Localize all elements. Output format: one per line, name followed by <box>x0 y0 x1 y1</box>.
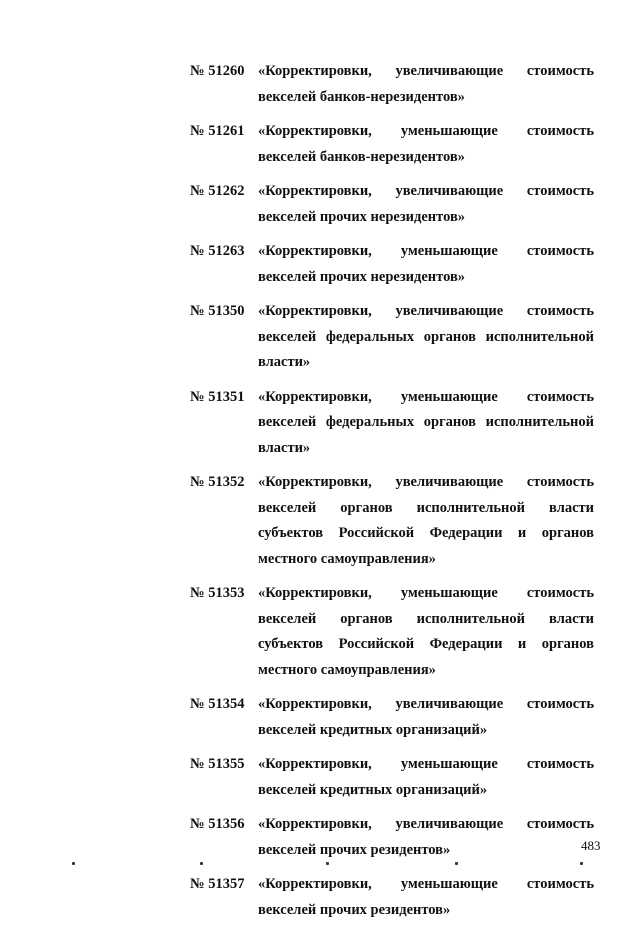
scan-speck <box>455 862 458 865</box>
account-number: № 51261 <box>190 123 245 139</box>
account-description: «Корректировки, увеличивающие стоимость векселей прочих резидентов» <box>258 816 594 858</box>
account-number: № 51351 <box>190 388 245 405</box>
account-entry <box>190 872 594 923</box>
account-description: «Корректировки, уменьшающие стоимость векселей прочих нерезидентов» <box>258 243 594 285</box>
account-description: «Корректировки, увеличивающие стоимость векселей прочих нерезидентов» <box>258 183 594 225</box>
account-number: № 51354 <box>190 696 245 712</box>
account-description: «Корректировки, увеличивающие стоимость векселей федеральных органов исполнительной власти» <box>258 303 594 370</box>
account-entry <box>190 385 594 462</box>
account-number: № 51356 <box>190 816 245 832</box>
account-entry <box>190 692 594 743</box>
account-description: «Корректировки, увеличивающие стоимость векселей кредитных организаций» <box>258 696 594 738</box>
account-number: № 51355 <box>190 756 245 772</box>
account-description: «Корректировки, уменьшающие стоимость векселей кредитных организаций» <box>258 756 594 798</box>
account-number: № 51350 <box>190 303 245 319</box>
page-number: 483 <box>581 838 601 853</box>
account-description: «Корректировки, уменьшающие стоимость векселей федеральных органов исполнительной власти» <box>258 388 594 456</box>
scan-speck <box>72 862 75 865</box>
account-description: «Корректировки, уменьшающие стоимость векселей органов исполнительной власти субъектов Российской Федерации и органов местного самоуправления» <box>258 585 594 678</box>
account-number: № 51357 <box>190 876 245 892</box>
account-entry <box>190 179 594 230</box>
scan-speck <box>326 862 329 865</box>
scan-speck <box>200 862 203 865</box>
account-entry <box>190 812 594 863</box>
account-list <box>190 59 594 932</box>
account-number: № 51263 <box>190 243 245 259</box>
account-number: № 51262 <box>190 183 245 199</box>
account-description: «Корректировки, уменьшающие стоимость векселей прочих резидентов» <box>258 876 594 918</box>
account-number: № 51260 <box>190 63 245 79</box>
account-entry <box>190 470 594 572</box>
account-entry <box>190 752 594 803</box>
scan-speck <box>580 862 583 865</box>
account-number: № 51352 <box>190 474 245 490</box>
account-description: «Корректировки, уменьшающие стоимость векселей банков-нерезидентов» <box>258 123 594 165</box>
account-description: «Корректировки, увеличивающие стоимость векселей банков-нерезидентов» <box>258 63 594 105</box>
account-entry <box>190 119 594 170</box>
account-number: № 51353 <box>190 585 245 601</box>
account-entry <box>190 59 594 110</box>
account-entry <box>190 239 594 290</box>
account-entry <box>190 299 594 376</box>
account-entry <box>190 581 594 683</box>
account-description: «Корректировки, увеличивающие стоимость векселей органов исполнительной власти субъектов Российской Федерации и органов местного самоуправления» <box>258 474 594 567</box>
